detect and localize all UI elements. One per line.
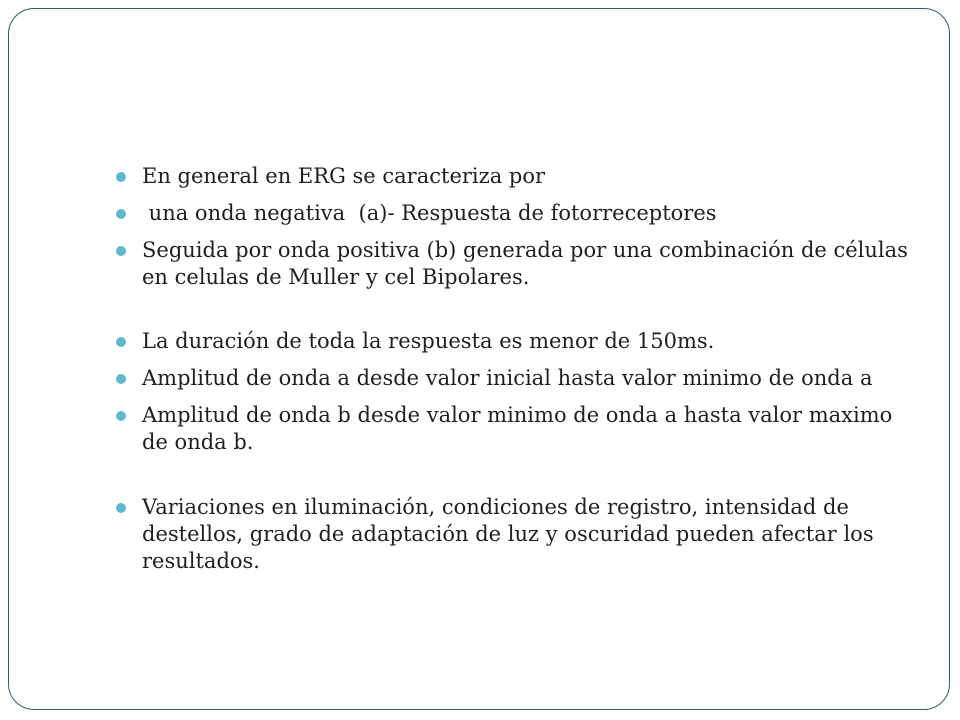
- bullet-text: Seguida por onda positiva (b) generada por una combinación de células en celulas de Muller y cel Bipolares.: [142, 238, 908, 289]
- bullet-dot-icon: [116, 374, 126, 384]
- bullet-text: La duración de toda la respuesta es menor de 150ms.: [142, 329, 715, 353]
- slide-frame: [8, 8, 950, 710]
- bullet-dot-icon: [116, 411, 126, 421]
- bullet-item: [116, 365, 916, 392]
- bullet-text: En general en ERG se caracteriza por: [142, 164, 546, 188]
- bullet-item: [116, 200, 916, 227]
- bullet-text: Amplitud de onda b desde valor minimo de onda a hasta valor maximo de onda b.: [142, 403, 893, 454]
- bullet-item: [116, 163, 916, 190]
- bullet-dot-icon: [116, 209, 126, 219]
- bullet-text: Variaciones en iluminación, condiciones de registro, intensidad de destellos, grado de adaptación de luz y oscuridad pueden afectar los resultados.: [142, 495, 874, 573]
- bullet-item: [116, 237, 916, 291]
- bullet-dot-icon: [116, 246, 126, 256]
- bullet-item: [116, 402, 916, 456]
- bullet-text: Amplitud de onda a desde valor inicial hasta valor minimo de onda a: [142, 366, 873, 390]
- bullet-dot-icon: [116, 172, 126, 182]
- bullet-item: [116, 494, 916, 575]
- bullet-list: [116, 163, 916, 575]
- bullet-dot-icon: [116, 337, 126, 347]
- bullet-text: una onda negativa (a)- Respuesta de fotorreceptores: [142, 201, 717, 225]
- bullet-item: [116, 328, 916, 355]
- bullet-dot-icon: [116, 503, 126, 513]
